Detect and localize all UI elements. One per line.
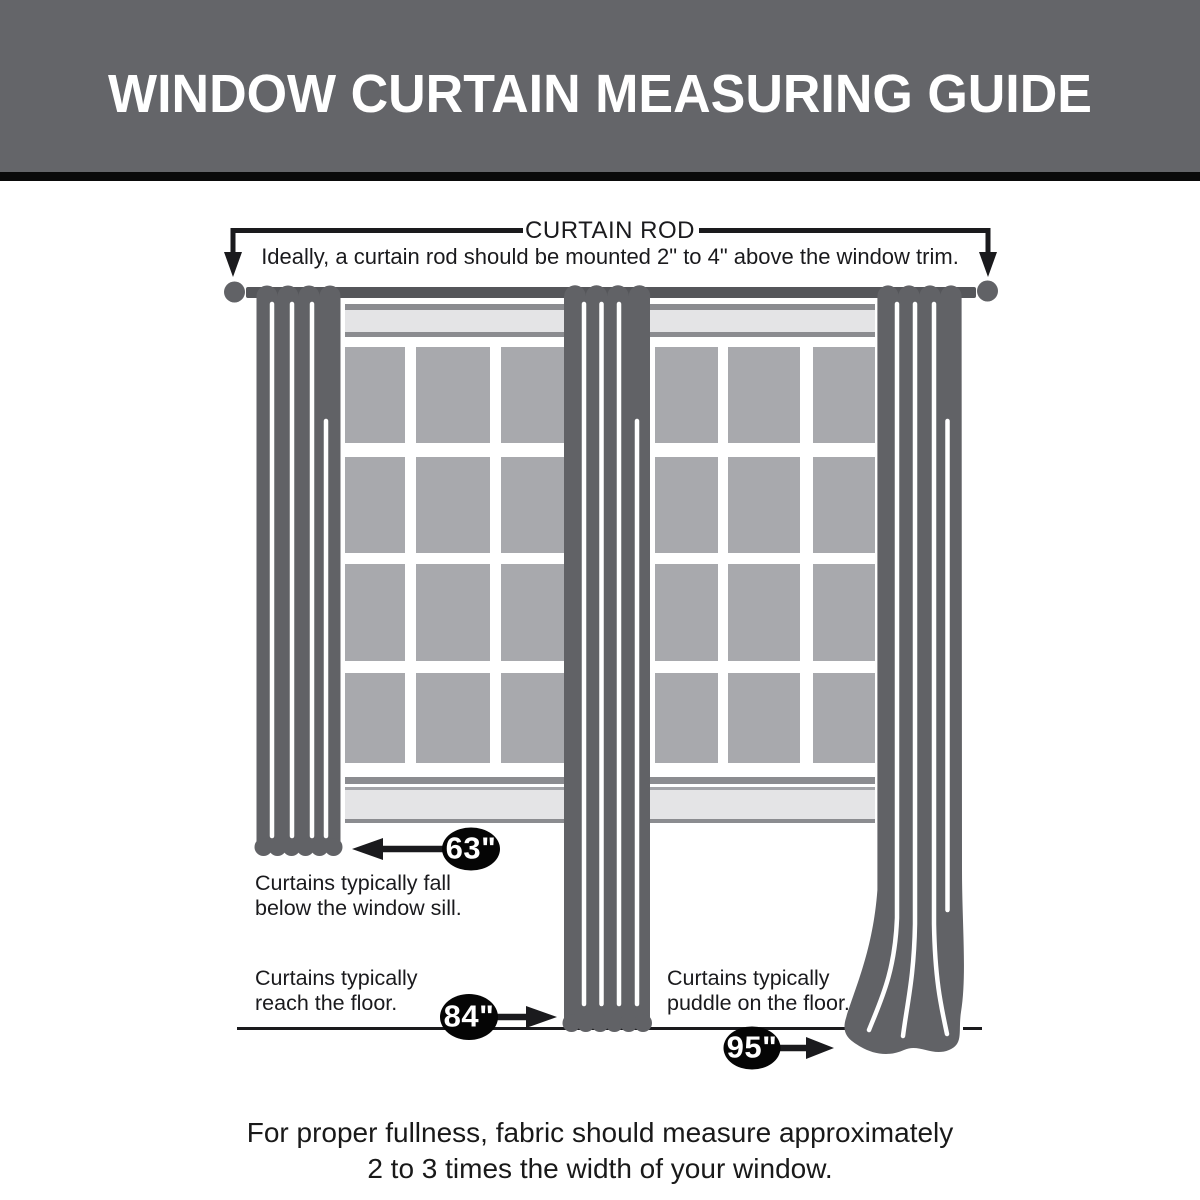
badge-value-95: 95" <box>726 1029 778 1065</box>
label-95-line1: Curtains typically <box>667 966 830 990</box>
label-63-line1: Curtains typically fall <box>255 871 451 895</box>
arrow-right-icon <box>526 1006 557 1028</box>
label-95 <box>667 966 850 1016</box>
arrow-right-icon <box>806 1037 834 1059</box>
label-84 <box>255 966 418 1016</box>
label-84-line1: Curtains typically <box>255 966 418 990</box>
badge-value-84: 84" <box>443 998 495 1034</box>
arrow-left-icon <box>352 838 383 860</box>
label-84-line2: reach the floor. <box>255 991 398 1015</box>
label-63-line2: below the window sill. <box>255 896 462 920</box>
footer-line2: 2 to 3 times the width of your window. <box>367 1153 833 1184</box>
footer-line1: For proper fullness, fabric should measure approximately <box>246 1117 954 1148</box>
footer-note <box>247 1115 954 1187</box>
curtain-63 <box>255 286 343 857</box>
curtain-rod-label: CURTAIN ROD <box>525 217 695 244</box>
label-63 <box>255 871 462 921</box>
label-95-line2: puddle on the floor. <box>667 991 850 1015</box>
rod-finial-left-icon <box>224 282 245 303</box>
bracket-arrow-down-right-icon <box>979 252 997 277</box>
curtain-rod-note: Ideally, a curtain rod should be mounted 2" to 4" above the window trim. <box>261 244 959 269</box>
badge-value-63: 63" <box>445 830 497 866</box>
curtain-84 <box>563 285 653 1032</box>
bracket-arrow-down-left-icon <box>224 252 242 277</box>
page-title: WINDOW CURTAIN MEASURING GUIDE <box>108 64 1092 124</box>
rod-finial-right-icon <box>977 281 998 302</box>
